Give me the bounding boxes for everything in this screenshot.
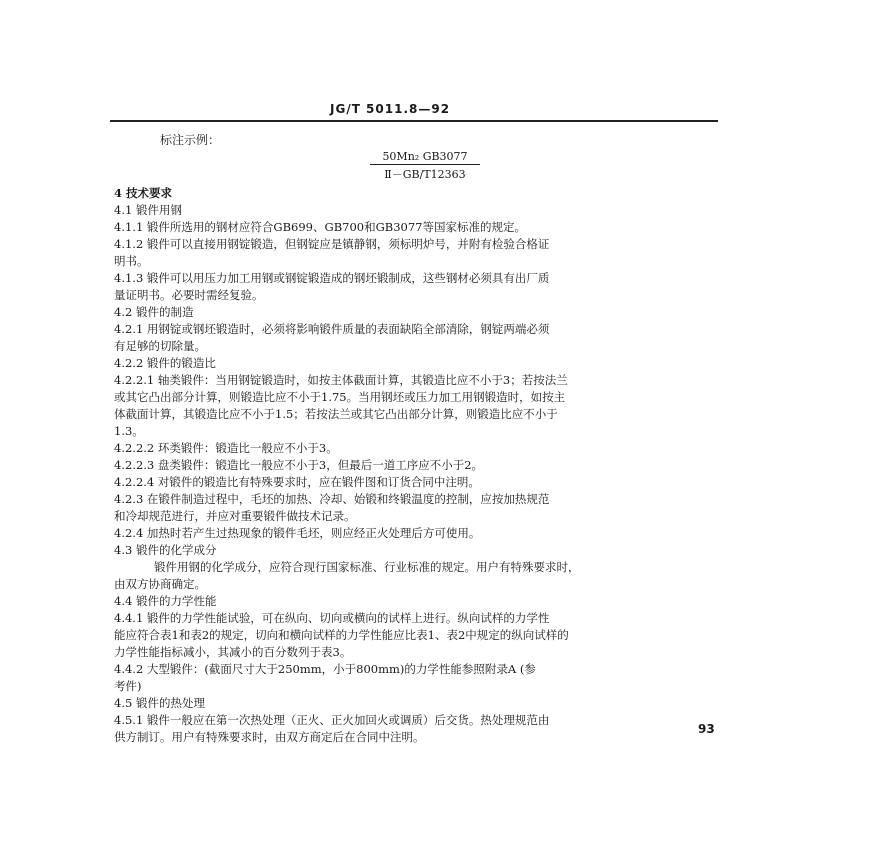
text-line: 4.2.1 用钢锭或钢坯锻造时，必须将影响锻件质量的表面缺陷全部清除，钢锭两端必须 [114, 322, 550, 336]
section-heading: 4 技术要求 [114, 186, 173, 200]
text-line: 1.3。 [114, 424, 144, 438]
header-divider [110, 120, 718, 122]
text-line: 能应符合表1和表2的规定，切向和横向试样的力学性能应比表1、表2中规定的纵向试样的 [114, 628, 569, 642]
example-formula [370, 150, 480, 182]
text-line: 4.2.2.2 环类锻件：锻造比一般应不小于3。 [114, 441, 338, 455]
text-line: 供方制订。用户有特殊要求时，由双方商定后在合同中注明。 [114, 730, 425, 744]
example-label: 标注示例： [160, 133, 221, 147]
text-line: 锻件用钢的化学成分，应符合现行国家标准、行业标准的规定。用户有特殊要求时， [154, 560, 580, 574]
text-line: 量证明书。必要时需经复验。 [114, 288, 264, 302]
text-line: 4.2.4 加热时若产生过热现象的锻件毛坯，则应经正火处理后方可使用。 [114, 526, 481, 540]
standard-code-header: JG/T 5011.8—92 [330, 102, 451, 116]
text-line: 明书。 [114, 254, 149, 268]
text-line: 力学性能指标减小，其减小的百分数列于表3。 [114, 645, 352, 659]
text-line: 4.2.2.1 轴类锻件：当用钢锭锻造时，如按主体截面计算，其锻造比应不小于3；若按法兰 [114, 373, 568, 387]
subsection-heading: 4.1 锻件用钢 [114, 203, 182, 217]
text-line: 考件) [114, 679, 142, 693]
text-line: 4.1.1 锻件所选用的钢材应符合GB699、GB700和GB3077等国家标准的规定。 [114, 220, 526, 234]
formula-numerator: 50Mn₂ GB3077 [382, 150, 468, 163]
text-line: 和冷却规范进行，并应对重要锻件做技术记录。 [114, 509, 356, 523]
subsection-heading: 4.5 锻件的热处理 [114, 696, 205, 710]
subsection-heading: 4.4 锻件的力学性能 [114, 594, 217, 608]
text-line: 由双方协商确定。 [114, 577, 206, 591]
text-line: 4.2.2 锻件的锻造比 [114, 356, 216, 370]
fraction-bar [370, 164, 480, 165]
text-line: 4.5.1 锻件一般应在第一次热处理（正火、正火加回火或调质）后交货。热处理规范由 [114, 713, 550, 727]
text-line: 4.2.3 在锻件制造过程中，毛坯的加热、冷却、始锻和终锻温度的控制，应按加热规范 [114, 492, 550, 506]
text-line: 4.4.2 大型锻件：(截面尺寸大于250mm，小于800mm)的力学性能参照附录A (参 [114, 662, 536, 676]
text-line: 4.1.2 锻件可以直接用钢锭锻造，但钢锭应是镇静钢，须标明炉号，并附有检验合格证 [114, 237, 550, 251]
page-number: 93 [698, 722, 715, 736]
formula-denominator: Ⅱ－GB/T12363 [384, 168, 466, 181]
text-line: 4.1.3 锻件可以用压力加工用钢或钢锭锻造成的钢坯锻制成，这些钢材必须具有出厂质 [114, 271, 550, 285]
text-line: 4.2.2.4 对锻件的锻造比有特殊要求时，应在锻件图和订货合同中注明。 [114, 475, 480, 489]
text-line: 4.4.1 锻件的力学性能试验，可在纵向、切向或横向的试样上进行。纵向试样的力学性 [114, 611, 550, 625]
document-body [114, 185, 729, 746]
subsection-heading: 4.2 锻件的制造 [114, 305, 194, 319]
text-line: 4.2.2.3 盘类锻件：锻造比一般应不小于3，但最后一道工序应不小于2。 [114, 458, 484, 472]
subsection-heading: 4.3 锻件的化学成分 [114, 543, 217, 557]
text-line: 或其它凸出部分计算，则锻造比应不小于1.75。当用钢坯或压力加工用钢锻造时，如按主 [114, 390, 566, 404]
text-line: 体截面计算，其锻造比应不小于1.5；若按法兰或其它凸出部分计算，则锻造比应不小于 [114, 407, 558, 421]
text-line: 有足够的切除量。 [114, 339, 206, 353]
